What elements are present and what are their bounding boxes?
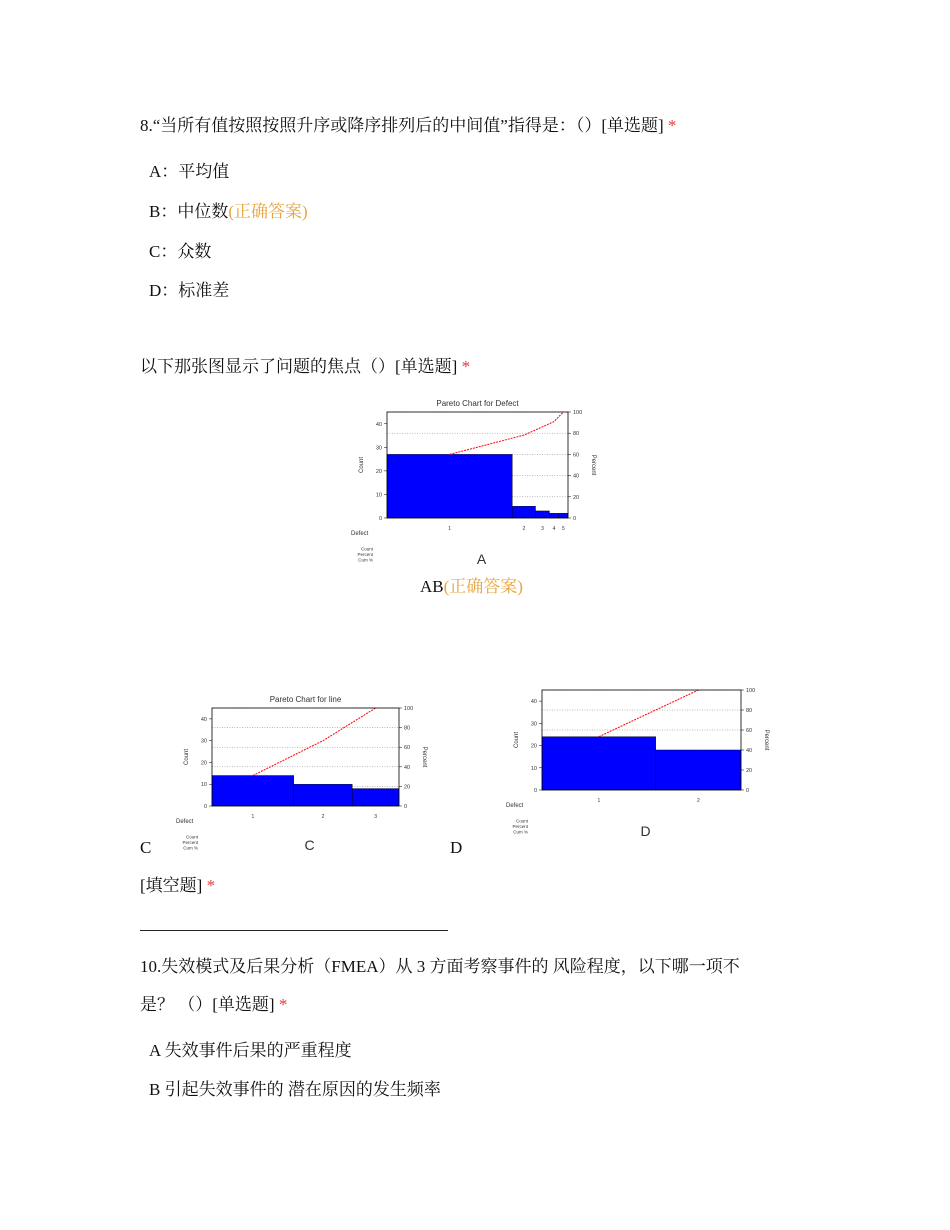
- q9-answer: [420, 575, 523, 599]
- y-tick-label: 0: [533, 788, 537, 794]
- y2-axis-label: Percent: [763, 729, 769, 751]
- category-label: 2: [522, 526, 526, 532]
- bar: [549, 513, 558, 518]
- y2-tick-label: 40: [573, 473, 580, 480]
- bar: [656, 750, 741, 790]
- y2-tick-label: 80: [404, 725, 411, 732]
- cumulative-line: [253, 708, 376, 776]
- y2-tick-label: 20: [746, 768, 753, 774]
- category-label: 2: [321, 814, 325, 820]
- y-tick-label: 10: [530, 765, 537, 772]
- category-label: 4: [552, 526, 556, 532]
- table-row-label: Percent: [182, 840, 198, 845]
- q9-question: [140, 355, 470, 379]
- q9-text: 以下那张图显示了问题的焦点（）[单选题]: [140, 357, 458, 376]
- option-c-label[interactable]: C: [140, 838, 152, 857]
- table-row-label: Count: [360, 546, 373, 552]
- y-axis-label: Count: [184, 748, 190, 766]
- bar: [512, 506, 535, 518]
- required-mark: *: [667, 116, 677, 135]
- y2-tick-label: 0: [746, 788, 750, 794]
- y-tick-label: 30: [530, 721, 537, 728]
- y2-tick-label: 40: [404, 764, 411, 771]
- fill-blank-input[interactable]: [140, 930, 448, 931]
- chart-title: Pareto Chart for line: [269, 695, 342, 704]
- y-axis-label: Count: [359, 456, 365, 474]
- y2-tick-label: 60: [404, 745, 411, 752]
- category-label: 1: [448, 526, 452, 532]
- y-tick-label: 0: [378, 516, 382, 522]
- category-label: 2: [696, 798, 700, 804]
- table-row-label: Count: [515, 818, 528, 824]
- table-row-label: Count: [185, 834, 198, 840]
- q10-option-a[interactable]: A 失效事件后果的严重程度: [149, 1041, 352, 1060]
- pareto-chart-c: [175, 678, 437, 856]
- y2-axis-label: Percent: [421, 746, 427, 768]
- correct-answer-note: (正确答案): [228, 202, 308, 221]
- chart-image-label: A: [476, 551, 487, 567]
- required-mark: *: [461, 357, 471, 376]
- q8-option-d[interactable]: [149, 279, 229, 303]
- q10-question-line1: 10.失效模式及后果分析（FMEA）从 3 方面考察事件的 风险程度，以下哪一项不: [140, 957, 740, 976]
- y-tick-label: 20: [375, 468, 382, 475]
- table-row-label: Defect: [351, 531, 369, 537]
- pareto-chart-d: [500, 682, 772, 842]
- q8-text: 8.“当所有值按照按照升序或降序排列后的中间值”指得是：（）[单选题]: [140, 116, 664, 135]
- table-row-label: Cum %: [513, 829, 528, 835]
- bar: [294, 784, 352, 806]
- y2-tick-label: 80: [746, 708, 753, 714]
- bar: [387, 454, 512, 518]
- bar: [352, 789, 399, 806]
- y-tick-label: 20: [530, 743, 537, 750]
- answer-label: AB: [420, 577, 444, 596]
- required-mark: *: [206, 876, 216, 895]
- y2-tick-label: 100: [573, 410, 583, 416]
- q8-question: [140, 114, 676, 138]
- table-row-label: Defect: [506, 803, 524, 809]
- y2-tick-label: 60: [746, 728, 753, 734]
- y2-tick-label: 0: [573, 516, 577, 522]
- y-tick-label: 20: [200, 760, 207, 767]
- correct-answer-note: (正确答案): [443, 577, 523, 596]
- bar: [542, 737, 656, 790]
- q10-question-line2: [140, 993, 287, 1017]
- required-mark: *: [278, 995, 288, 1014]
- q10-option-b[interactable]: B 引起失效事件的 潜在原因的发生频率: [149, 1080, 441, 1099]
- option-label: D：标准差: [149, 281, 230, 300]
- y-tick-label: 40: [530, 699, 537, 706]
- table-row-label: Percent: [512, 824, 528, 829]
- fill-question: [140, 874, 215, 898]
- category-label: 1: [251, 814, 255, 820]
- y-tick-label: 10: [200, 782, 207, 789]
- pareto-chart-a: [345, 398, 605, 570]
- category-label: 3: [374, 814, 378, 820]
- table-row-label: Cum %: [183, 845, 198, 851]
- chart-title: Pareto Chart for Defect: [436, 399, 519, 408]
- y2-tick-label: 100: [746, 688, 756, 694]
- y2-tick-label: 0: [404, 804, 408, 810]
- y2-tick-label: 100: [404, 706, 414, 712]
- bar: [536, 511, 550, 518]
- y-tick-label: 30: [375, 445, 382, 452]
- table-row-label: Cum %: [358, 557, 373, 563]
- y-tick-label: 40: [375, 421, 382, 428]
- y2-axis-label: Percent: [590, 454, 596, 476]
- category-label: 1: [597, 798, 601, 804]
- y-axis-label: Count: [514, 731, 520, 749]
- q8-option-a[interactable]: [149, 160, 229, 184]
- option-label: B：中位数: [149, 202, 229, 221]
- y2-tick-label: 60: [573, 452, 580, 459]
- chart-image-label: C: [304, 837, 315, 853]
- y-tick-label: 30: [200, 738, 207, 745]
- q10-text: 是？ （）[单选题]: [140, 995, 275, 1014]
- chart-image-label: D: [640, 823, 651, 839]
- q8-option-b[interactable]: [149, 200, 308, 224]
- y-tick-label: 0: [203, 804, 207, 810]
- option-label: A：平均值: [149, 162, 230, 181]
- cumulative-line: [599, 690, 699, 737]
- y2-tick-label: 20: [404, 784, 411, 791]
- option-label: C：众数: [149, 242, 212, 261]
- table-row-label: Percent: [357, 552, 373, 557]
- y2-tick-label: 20: [573, 494, 580, 501]
- y-tick-label: 40: [200, 716, 207, 723]
- y2-tick-label: 40: [746, 748, 753, 754]
- option-d-label[interactable]: D: [450, 838, 463, 857]
- q8-option-c[interactable]: [149, 240, 211, 264]
- bar: [559, 513, 568, 518]
- cumulative-line: [450, 412, 564, 454]
- y-tick-label: 10: [375, 492, 382, 499]
- bar: [212, 776, 294, 806]
- y2-tick-label: 80: [573, 431, 580, 438]
- fill-label: [填空题]: [140, 876, 203, 895]
- table-row-label: Defect: [176, 819, 194, 825]
- category-label: 5: [561, 526, 565, 532]
- category-label: 3: [541, 526, 544, 532]
